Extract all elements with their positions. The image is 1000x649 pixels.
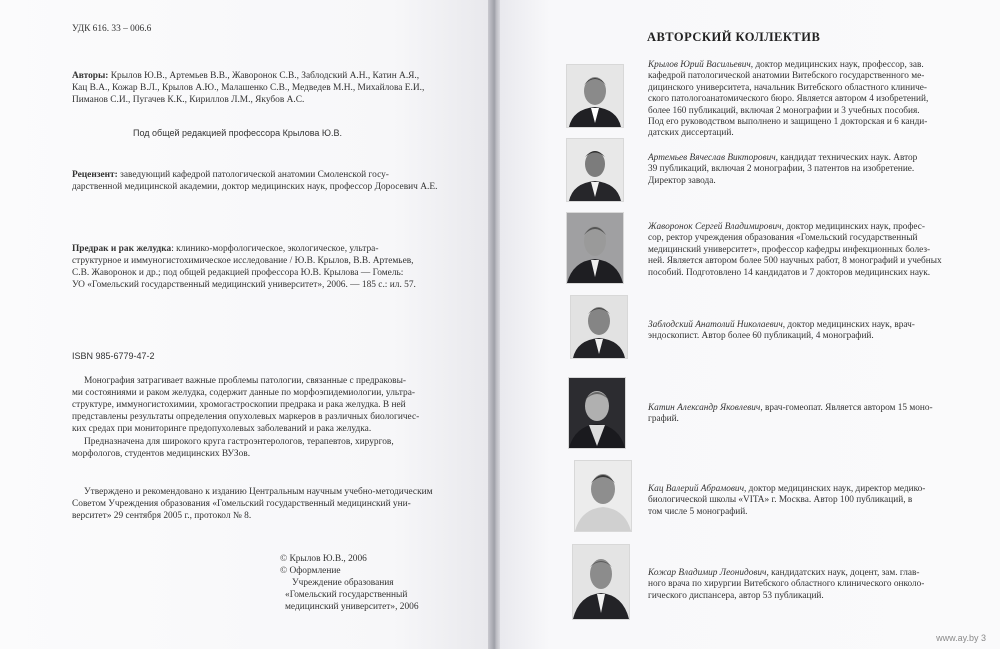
bio-line: ней. Является автором более 500 научных работ, 8 монографий и учебных xyxy=(648,256,942,267)
page-number: 3 xyxy=(980,633,986,643)
citation-line: структурное и иммуногистохимическое исследование / Ю.В. Крылов, В.В. Артемьев, xyxy=(72,256,414,266)
bio-line: Под его руководством выполнено и защищено 1 докторская и 6 канди- xyxy=(648,117,928,128)
watermark-text: www.ay.by xyxy=(936,633,979,643)
abstract-line: представлены результаты определения опухолевых маркеров в различных биологичес- xyxy=(72,412,420,422)
bio-line: ного врача по хирургии Витебского областного клинического онколо- xyxy=(648,579,925,590)
copyright-line: © Крылов Ю.В., 2006 xyxy=(280,554,367,564)
author-bio xyxy=(648,484,968,518)
author-photo xyxy=(566,138,624,202)
udk-code: УДК 616. 33 – 006.6 xyxy=(72,24,152,34)
citation-line: УО «Гомельский государственный медицинский университет», 2006. — 185 с.: ил. 57. xyxy=(72,280,416,290)
bio-line: биологической школы «VITA» г. Москва. Автор 100 публикаций, в xyxy=(648,495,913,506)
author-bio xyxy=(648,320,968,343)
citation-line: С.В. Жаворонок и др.; под общей редакцией профессора Ю.В. Крылова — Гомель: xyxy=(72,268,404,278)
isbn: ISBN 985-6779-47-2 xyxy=(72,351,155,361)
author-photo xyxy=(566,212,624,284)
copyright-line: «Гомельский государственный xyxy=(285,590,408,600)
bio-line: Заблодский Анатолий Николаевич, доктор медицинских наук, врач- xyxy=(648,320,915,330)
bio-line: Артемьев Вячеслав Викторович, кандидат технических наук. Автор xyxy=(648,153,918,163)
abstract-line: Предназначена для широкого круга гастроэнтерологов, терапевтов, хирургов, xyxy=(84,437,394,447)
bio-line: Кожар Владимир Леонидович, кандидатских наук, доцент, зам. глав- xyxy=(648,568,920,578)
watermark xyxy=(936,633,986,643)
author-bio xyxy=(648,568,968,602)
copyright-line: Учреждение образования xyxy=(292,578,394,588)
bio-line: более 160 публикаций, включая 2 монографии и 3 учебных пособия. xyxy=(648,105,920,116)
citation-line: Предрак и рак желудка: клинико-морфологическое, экологическое, ультра- xyxy=(72,244,379,254)
authors-line: Авторы: Крылов Ю.В., Артемьев В.В., Жаворонок С.В., Заблодский А.Н., Катин А.Я., xyxy=(72,71,420,81)
bio-line: том числе 5 монографий. xyxy=(648,506,748,517)
bio-line: эндоскопист. Автор более 60 публикаций, 4 монографий. xyxy=(648,331,874,342)
bio-line: сор, ректор учреждения образования «Гомельский государственный xyxy=(648,233,918,244)
bio-line: Крылов Юрий Васильевич, доктор медицинских наук, профессор, зав. xyxy=(648,60,924,70)
abstract-line: Монография затрагивает важные проблемы патологии, связанные с предраковы- xyxy=(84,376,407,386)
authors-line: Пиманов С.И., Пугачев К.К., Кириллов Л.М., Якубов А.С. xyxy=(72,95,305,105)
copyright-line: медицинский университет», 2006 xyxy=(285,602,419,612)
reviewer-line: дарственной медицинской академии, доктор медицинских наук, профессор Доросевич А.Е. xyxy=(72,182,438,192)
editor-line: Под общей редакцией профессора Крылова Ю.В. xyxy=(133,128,343,138)
approval-line: верситет» 29 сентября 2005 г., протокол № 8. xyxy=(72,511,252,521)
bio-line: дицинского университета, начальник Витебского областного клиниче- xyxy=(648,82,927,93)
author-bio xyxy=(648,403,968,426)
author-photo xyxy=(574,460,632,532)
copyright-line: © Оформление xyxy=(280,566,341,576)
bio-line: гического диспансера, автор 53 публикаций. xyxy=(648,590,824,601)
abstract-line: ми состояниями и раком желудка, содержит данные по морфоэпидемиологии, ультра- xyxy=(72,388,415,398)
author-photo xyxy=(568,377,626,449)
author-bio xyxy=(648,222,968,279)
bio-line: 39 публикаций, включая 2 монографии, 3 патентов на изобретение. xyxy=(648,164,915,175)
bio-line: датских диссертаций. xyxy=(648,128,734,139)
approval-line: Утверждено и рекомендовано к изданию Центральным научным учебно-методическим xyxy=(84,487,433,497)
abstract-line: структуре, иммуногистохимии, хромогастроскопии предрака и рака желудка. В ней xyxy=(72,400,406,410)
bio-line: медицинский университет», профессор кафедры инфекционных болез- xyxy=(648,244,931,255)
reviewer-line: Рецензент: заведующий кафедрой патологической анатомии Смоленской госу- xyxy=(72,170,389,180)
abstract-line: ких средах при мониторинге предопухолевых заболеваний и рака желудка. xyxy=(72,424,372,434)
left-page xyxy=(0,0,492,649)
approval-line: Советом Учреждения образования «Гомельский государственный медицинский уни- xyxy=(72,499,411,509)
bio-line: пособий. Подготовлено 14 кандидатов и 7 докторов медицинских наук. xyxy=(648,267,931,278)
bio-line: Катин Александр Яковлевич, врач-гомеопат. Является автором 15 моно- xyxy=(648,403,933,413)
author-photo xyxy=(572,544,630,620)
bio-line: Жаворонок Сергей Владимирович, доктор медицинских наук, профес- xyxy=(648,222,925,232)
abstract-line: морфологов, студентов медицинских ВУЗов. xyxy=(72,449,251,459)
bio-line: Кац Валерий Абрамович, доктор медицинских наук, директор медико- xyxy=(648,484,926,494)
author-photo xyxy=(566,64,624,128)
authors-line: Кац В.А., Кожар В.Л., Крылов А.Ю., Малашенко С.В., Медведев М.Н., Михайлова Е.И., xyxy=(72,83,425,93)
author-bio xyxy=(648,60,968,140)
bio-line: Директор завода. xyxy=(648,175,716,186)
section-heading: АВТОРСКИЙ КОЛЛЕКТИВ xyxy=(647,30,821,44)
bio-line: кафедрой патологической анатомии Витебского государственного ме- xyxy=(648,71,925,82)
right-page xyxy=(500,0,1000,649)
bio-line: ского патологоанатомического бюро. Является автором 4 изобретений, xyxy=(648,94,929,105)
author-bio xyxy=(648,153,968,187)
author-photo xyxy=(570,295,628,359)
bio-line: графий. xyxy=(648,414,679,425)
